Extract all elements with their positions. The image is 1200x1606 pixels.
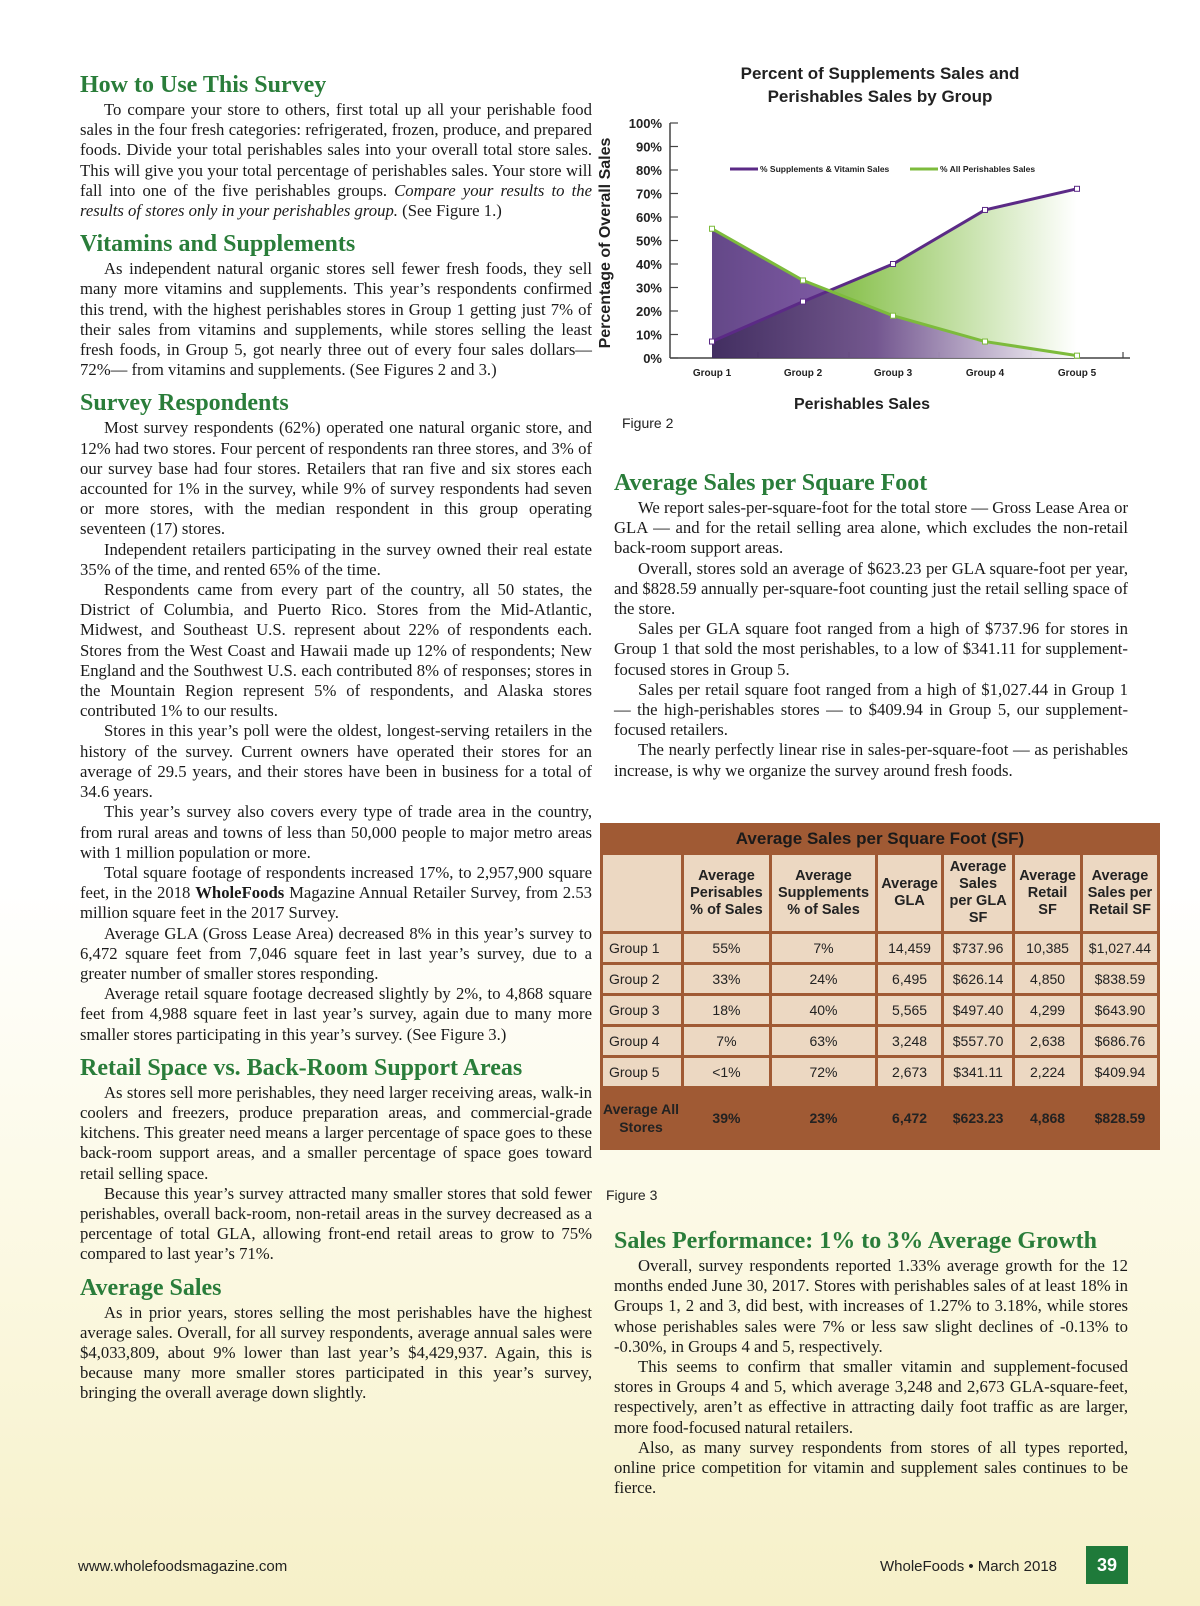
body-paragraph: As independent natural organic stores sell fewer fresh foods, they sell many more vitamins and supplements. This year’s respondents confirmed this trend, with the highest perishables stores in Group 1 getting just 7% of their sales from vitamins and supplements, while stores selling the least fresh foods, in Group 5, got nearly three out of every four sales dollars—72%— from vitamins and supplements. (See Figures 2 and 3.) — [80, 259, 592, 380]
y-tick-label: 30% — [635, 280, 662, 296]
table-cell: 18% — [684, 996, 769, 1024]
y-tick-label: 0% — [643, 351, 662, 366]
body-paragraph: Sales per retail square foot ranged from a high of $1,027.44 in Group 1 — the high-perishables stores — to $409.94 in Group 5, our supplement-focused retailers. — [614, 679, 1128, 740]
table-cell: <1% — [684, 1058, 769, 1086]
y-tick-label: 80% — [635, 163, 662, 178]
chart-title-line1: Percent of Supplements Sales and — [740, 64, 1020, 83]
table-cell: Average All Stores — [603, 1089, 681, 1147]
table-cell: 4,299 — [1015, 996, 1080, 1024]
y-axis-label: Percentage of Overall Sales — [597, 137, 614, 349]
body-paragraph: Sales per GLA square foot ranged from a high of $737.96 for stores in Group 1 that sold the most perishables, to a low of $341.11 for supplement-focused stores in Group 5. — [614, 619, 1128, 679]
table-body — [603, 934, 1157, 1147]
table-title: Average Sales per Square Foot (SF) — [603, 826, 1157, 852]
section-title: Average Sales per Square Foot — [614, 470, 928, 496]
table-cell: 3,248 — [878, 1027, 941, 1055]
y-tick-label: 60% — [635, 210, 662, 225]
body-paragraph: The nearly perfectly linear rise in sales-per-square-foot — as perishables increase, is why we organize the survey around fresh foods. — [614, 740, 1128, 780]
body-paragraph: Average GLA (Gross Lease Area) decreased 8% in this year’s survey to 6,472 square feet from 7,046 square feet in last year’s survey, due to a greater number of smaller stores responding. — [80, 923, 592, 983]
table-cell: 2,638 — [1015, 1027, 1080, 1055]
legend-label-supplements: % Supplements & Vitamin Sales — [760, 164, 890, 174]
table-cell: 24% — [772, 965, 875, 993]
section-average-sales — [80, 1275, 592, 1404]
table-cell: 7% — [772, 934, 875, 962]
table-cell: 40% — [772, 996, 875, 1024]
table-cell: $557.70 — [944, 1027, 1012, 1055]
table-average-row — [603, 1089, 1157, 1147]
perishables-data-point — [801, 278, 806, 283]
y-tick-label: 40% — [635, 257, 662, 272]
x-tick-label: Group 2 — [783, 368, 823, 379]
table-cell: $643.90 — [1083, 996, 1157, 1024]
perishables-data-point — [710, 226, 715, 231]
body-paragraph: As stores sell more perishables, they need larger receiving areas, walk-in coolers and freezers, produce preparation areas, and commercial-grade kitchens. This greater need means a larger percentage of space goes to these back-room support areas, and a smaller percentage of space goes toward retail selling space. — [80, 1082, 592, 1183]
column-header: Average GLA — [878, 855, 941, 931]
section-title: How to Use This Survey — [80, 72, 327, 98]
body-paragraph: Also, as many survey respondents from stores of all types reported, online price competition for vitamin and supplement sales continues to be fierce. — [614, 1437, 1128, 1498]
table-row — [603, 965, 1157, 993]
table-cell: $737.96 — [944, 934, 1012, 962]
column-header: Average Sales per GLA SF — [944, 855, 1012, 931]
y-tick-label: 90% — [635, 139, 662, 155]
supplements-data-point — [710, 339, 715, 344]
legend-label-perishables: % All Perishables Sales — [940, 164, 1036, 174]
body-paragraph: Stores in this year’s poll were the oldest, longest-serving retailers in the history of the survey. Current owners have operated their stores for an average of 29.5 years, and their stores have been in business for a total of 34.6 years. — [80, 721, 592, 802]
table-cell: $838.59 — [1083, 965, 1157, 993]
table-cell: 6,495 — [878, 965, 941, 993]
table-cell: 10,385 — [1015, 934, 1080, 962]
y-tick-label: 50% — [635, 233, 662, 249]
table-cell: $341.11 — [944, 1058, 1012, 1086]
body-paragraph: This year’s survey also covers every type of trade area in the country, from rural areas and towns of less than 50,000 people to major metro areas with 1 million population or more. — [80, 802, 592, 862]
y-tick-label: 20% — [635, 304, 662, 319]
section-vitamins — [80, 231, 592, 380]
column-header: Average Supplements % of Sales — [772, 855, 875, 931]
section-title: Vitamins and Supplements — [80, 231, 356, 258]
column-header: Average Retail SF — [1015, 855, 1080, 931]
body-paragraph: To compare your store to others, first total up all your perishable food sales in the four fresh categories: refrigerated, frozen, produce, and prepared foods. Divide your total perishables sales into your overall total store sales. This will give you your total percentage of perishables sales. Your store will fall into one of the five perishables groups. Compare your results to the results of stores only in your perishables group. (See Figure 1.) — [80, 100, 592, 221]
body-paragraph: Overall, survey respondents reported 1.33% average growth for the 12 months ended June 30, 2017. Stores with perishables sales of at least 18% in Groups 1, 2 and 3, did best, with increases of 1.27% to 3.18%, while stores whose perishables sales were 7% or less saw slight declines of -0.13% to -0.30%, in Groups 4 and 5, respectively. — [614, 1256, 1128, 1356]
figure-3-table — [600, 823, 1160, 1150]
section-sales-performance — [614, 1228, 1128, 1498]
body-paragraph: Total square footage of respondents increased 17%, to 2,957,900 square feet, in the 2018 WholeFoods Magazine Annual Retailer Survey, from 2.53 million square feet in the 2017 Survey. — [80, 862, 593, 923]
section-title: Retail Space vs. Back-Room Support Areas — [80, 1054, 523, 1081]
table-cell: 14,459 — [878, 934, 941, 962]
supplements-data-point — [1075, 186, 1080, 191]
y-tick-label: 70% — [635, 186, 662, 202]
section-how-to-use — [80, 72, 592, 221]
supplements-data-point — [891, 262, 896, 267]
table-cell: 5,565 — [878, 996, 941, 1024]
right-column — [614, 470, 1128, 791]
perishables-data-point — [1075, 353, 1080, 358]
table-cell: Group 3 — [603, 996, 681, 1024]
table-cell: 2,224 — [1015, 1058, 1080, 1086]
table-row — [603, 1058, 1157, 1086]
table-cell: $686.76 — [1083, 1027, 1157, 1055]
body-paragraph: Respondents came from every part of the country, all 50 states, the District of Columbia, and Puerto Rico. Stores from the Mid-Atlantic, Midwest, and Southeast U.S. represent about 22% of respondents each. Stores from the West Coast and Hawaii made up 12% of respondents; New England and the Southwest U.S. each contributed 8% of responses; stores in the Mountain Region represent 5% of respondents, and Alaska stores contributed 1% to our results. — [80, 580, 592, 721]
table-cell: $409.94 — [1083, 1058, 1157, 1086]
section-title: Sales Performance: 1% to 3% Average Growth — [614, 1228, 1097, 1254]
perishables-data-point — [891, 313, 896, 318]
section-sales-per-sqft — [614, 470, 1128, 781]
table-cell: Group 2 — [603, 965, 681, 993]
table-cell: $623.23 — [944, 1089, 1012, 1147]
table-cell: Group 5 — [603, 1058, 681, 1086]
right-column-lower — [614, 1228, 1128, 1508]
table-row — [603, 934, 1157, 962]
page-number: 39 — [1086, 1546, 1128, 1584]
body-paragraph: We report sales-per-square-foot for the total store — Gross Lease Area or GLA — and for the retail selling area alone, which excludes the non-retail back-room support areas. — [614, 498, 1128, 558]
table-cell: Group 1 — [603, 934, 681, 962]
supplements-data-point — [801, 299, 806, 304]
left-column — [80, 72, 592, 1414]
sales-table — [600, 823, 1160, 1150]
x-tick-label: Group 4 — [965, 368, 1005, 379]
table-cell: 55% — [684, 934, 769, 962]
chart-title-line2: Perishables Sales by Group — [767, 87, 993, 106]
table-cell: 33% — [684, 965, 769, 993]
figure-3-caption: Figure 3 — [606, 1187, 658, 1203]
x-axis-label: Perishables Sales — [793, 396, 931, 413]
table-cell: $1,027.44 — [1083, 934, 1157, 962]
body-paragraph: Overall, stores sold an average of $623.23 per GLA square-foot per year, and $828.59 annually per-square-foot counting just the retail selling space of the store. — [614, 558, 1128, 619]
plot-area — [629, 116, 1130, 379]
table-cell: 6,472 — [878, 1089, 941, 1147]
table-cell: 23% — [772, 1089, 875, 1147]
table-cell: Group 4 — [603, 1027, 681, 1055]
area-chart — [597, 58, 1160, 443]
table-cell: $497.40 — [944, 996, 1012, 1024]
section-retail-space — [80, 1055, 592, 1265]
table-cell: $626.14 — [944, 965, 1012, 993]
body-paragraph: This seems to confirm that smaller vitamin and supplement-focused stores in Groups 4 and 5, which average 3,248 and 2,673 GLA-square-feet, respectively, aren’t as effective in attracting daily foot traffic as are larger, more food-focused natural retailers. — [614, 1357, 1128, 1437]
footer-url: www.wholefoodsmagazine.com — [78, 1558, 288, 1575]
table-cell: 39% — [684, 1089, 769, 1147]
table-cell: 72% — [772, 1058, 875, 1086]
table-cell: 2,673 — [878, 1058, 941, 1086]
table-row — [603, 996, 1157, 1024]
supplements-data-point — [983, 207, 988, 212]
table-cell: $828.59 — [1083, 1089, 1157, 1147]
table-cell: 4,868 — [1015, 1089, 1080, 1147]
table-cell: 7% — [684, 1027, 769, 1055]
x-tick-label: Group 1 — [692, 368, 732, 379]
body-paragraph: As in prior years, stores selling the most perishables have the highest average sales. Overall, for all survey respondents, average annual sales were $4,033,809, about 9% lower than last year’s $4,429,937. Again, this is because many more smaller stores participated in this year’s survey, bringing the overall average down slightly. — [80, 1302, 592, 1403]
section-title: Average Sales — [80, 1274, 222, 1301]
body-paragraph: Because this year’s survey attracted many smaller stores that sold fewer perishables, overall back-room, non-retail areas in the survey decreased as a percentage of total GLA, allowing front-end retail areas to grow to 75% compared to last year’s 71%. — [80, 1183, 592, 1264]
y-tick-label: 10% — [635, 327, 662, 343]
table-header-row — [603, 855, 1157, 931]
body-paragraph: Average retail square footage decreased slightly by 2%, to 4,868 square feet from 4,988 square feet in last year’s survey, again due to many more smaller stores participating in this year’s survey. (See Figure 3.) — [80, 984, 592, 1044]
section-title: Survey Respondents — [80, 390, 289, 417]
table-cell: 4,850 — [1015, 965, 1080, 993]
y-tick-label: 100% — [628, 116, 662, 131]
section-respondents — [80, 390, 592, 1044]
figure-2-caption: Figure 2 — [622, 415, 674, 431]
table-row — [603, 1027, 1157, 1055]
x-tick-label: Group 3 — [873, 368, 913, 379]
perishables-data-point — [983, 339, 988, 344]
body-paragraph: Most survey respondents (62%) operated one natural organic store, and 12% had two stores. Four percent of respondents ran three stores, and 3% of our survey base had four stores. Retailers that ran five and six stores each accounted for 1% in the survey, while 9% of survey respondents had seven or more stores, with the median respondent in this group operating seventeen (17) stores. — [80, 418, 592, 539]
body-paragraph: Independent retailers participating in the survey owned their real estate 35% of the time, and rented 65% of the time. — [80, 539, 592, 579]
column-header: Average Sales per Retail SF — [1083, 855, 1157, 931]
x-tick-label: Group 5 — [1057, 368, 1097, 379]
table-cell: 63% — [772, 1027, 875, 1055]
figure-2-chart — [597, 58, 1160, 443]
column-header — [603, 855, 681, 931]
column-header: Average Perisables % of Sales — [684, 855, 769, 931]
footer-magazine: WholeFoods • March 2018 — [880, 1558, 1058, 1575]
